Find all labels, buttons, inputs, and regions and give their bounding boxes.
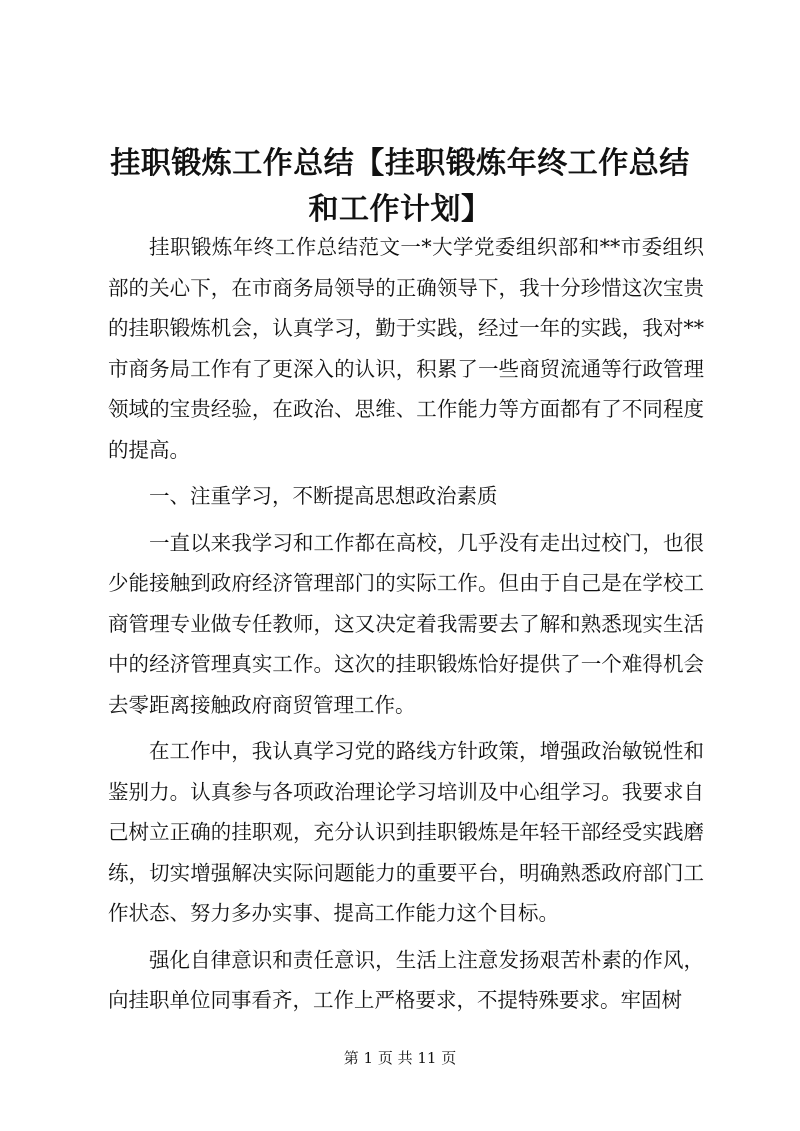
section-heading: 一、注重学习，不断提高思想政治素质: [149, 484, 498, 508]
paragraph-study-background: 一直以来我学习和工作都在高校，几乎没有走出过校门，也很少能接触到政府经济管理部门的实际工作。但由于自己是在学校工商管理专业做专任教师，这又决定着我需要去了解和熟悉现实生活中的经济管理真实工作。这次的挂职锻炼恰好提供了一个难得机会去零距离接触政府商贸管理工作。: [108, 530, 704, 717]
document-title: 挂职锻炼工作总结【挂职锻炼年终工作总结和工作计划】: [110, 146, 690, 227]
document-body: [108, 227, 704, 1021]
page-number-footer: 第 1 页 共 11 页: [343, 1049, 457, 1067]
paragraph-self-discipline: 强化自律意识和责任意识，生活上注意发扬艰苦朴素的作风，向挂职单位同事看齐，工作上严格要求，不提特殊要求。牢固树: [108, 947, 704, 1012]
paragraph-intro: 挂职锻炼年终工作总结范文一*大学党委组织部和**市委组织部的关心下，在市商务局领导的正确领导下，我十分珍惜这次宝贵的挂职锻炼机会，认真学习，勤于实践，经过一年的实践，我对**市商务局工作有了更深入的认识，积累了一些商贸流通等行政管理领域的宝贵经验，在政治、思维、工作能力等方面都有了不同程度的提高。: [108, 235, 704, 462]
paragraph-political-study: 在工作中，我认真学习党的路线方针政策，增强政治敏锐性和鉴别力。认真参与各项政治理论学习培训及中心组学习。我要求自己树立正确的挂职观，充分认识到挂职锻炼是年轻干部经受实践磨练，切实增强解决实际问题能力的重要平台，明确熟悉政府部门工作状态、努力多办实事、提高工作能力这个目标。: [108, 739, 704, 925]
